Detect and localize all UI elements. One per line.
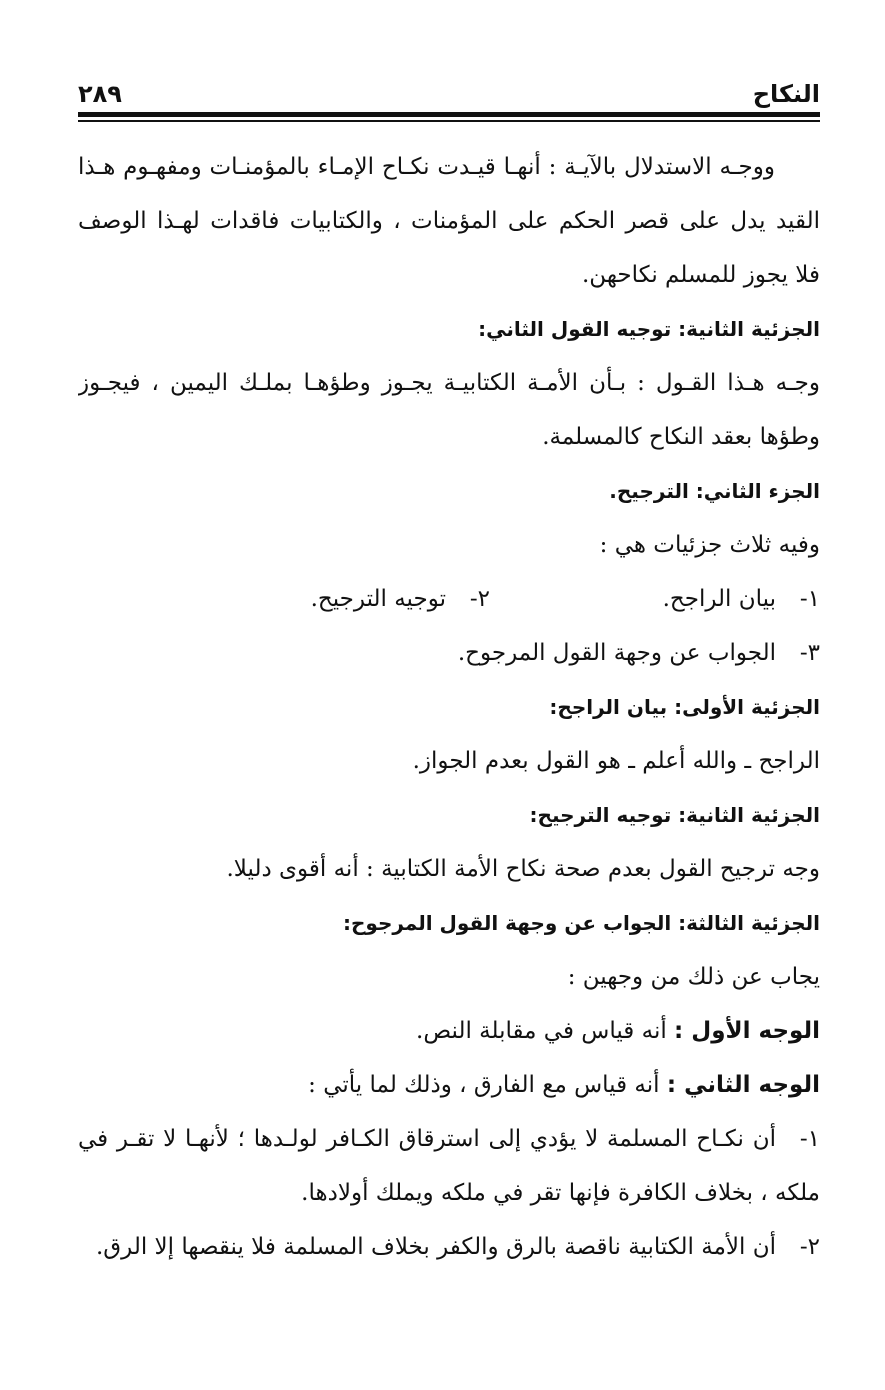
paragraph-line: وفيه ثلاث جزئيات هي : bbox=[599, 532, 820, 558]
section-heading: الجزئية الثانية: توجيه القول الثاني: bbox=[478, 317, 820, 341]
reason-line bbox=[78, 1220, 820, 1274]
list-number: ٢- bbox=[799, 1234, 820, 1260]
reason-line: ملكه ، بخلاف الكافرة فإنها تقر في ملكه ويملك أولادها. bbox=[301, 1180, 820, 1206]
paragraph-line: وطؤها بعقد النكاح كالمسلمة. bbox=[542, 424, 820, 450]
section-heading: الجزئية الثانية: توجيه الترجيح: bbox=[529, 803, 820, 827]
paragraph-line: الراجح ـ والله أعلم ـ هو القول بعدم الجواز. bbox=[412, 748, 820, 774]
page-body bbox=[78, 140, 820, 1274]
point-text: أنه قياس مع الفارق ، وذلك لما يأتي : bbox=[308, 1072, 660, 1098]
list-item bbox=[490, 572, 820, 626]
list-number: ٣- bbox=[799, 640, 820, 666]
list-item bbox=[78, 626, 820, 680]
page-number: ٢٨٩ bbox=[78, 80, 122, 108]
chapter-title: النكاح bbox=[752, 80, 820, 108]
list-text: توجيه الترجيح. bbox=[310, 586, 446, 612]
list-item bbox=[311, 572, 490, 626]
point-row bbox=[78, 1058, 820, 1112]
paragraph-line: يجاب عن ذلك من وجهين : bbox=[567, 964, 820, 990]
list-text: بيان الراجح. bbox=[662, 586, 776, 612]
paragraph-line: وجه ترجيح القول بعدم صحة نكاح الأمة الكتابية : أنه أقوى دليلا. bbox=[226, 856, 820, 882]
list-number: ١- bbox=[799, 1126, 820, 1152]
list-number: ٢- bbox=[469, 586, 490, 612]
paragraph-line: ووجـه الاستدلال بالآيـة : أنهـا قيـدت نكـاح الإمـاء بالمؤمنـات ومفهـوم هـذا bbox=[78, 154, 775, 180]
section-heading: الجزء الثاني: الترجيح. bbox=[609, 479, 820, 503]
header-rule-thick bbox=[78, 112, 820, 117]
header-rule-thin bbox=[78, 120, 820, 122]
paragraph-line: فلا يجوز للمسلم نكاحهن. bbox=[582, 262, 820, 288]
point-row bbox=[78, 1004, 820, 1058]
point-label: الوجه الثاني : bbox=[666, 1072, 820, 1098]
reason-text: أن الأمة الكتابية ناقصة بالرق والكفر بخلاف المسلمة فلا ينقصها إلا الرق. bbox=[95, 1234, 776, 1260]
list-text: الجواب عن وجهة القول المرجوح. bbox=[457, 640, 776, 666]
reason-line bbox=[78, 1112, 820, 1166]
section-heading: الجزئية الثالثة: الجواب عن وجهة القول المرجوح: bbox=[343, 911, 820, 935]
point-text: أنه قياس في مقابلة النص. bbox=[416, 1018, 667, 1044]
section-heading: الجزئية الأولى: بيان الراجح: bbox=[549, 695, 820, 719]
list-number: ١- bbox=[799, 586, 820, 612]
paragraph-line: القيد يدل على قصر الحكم على المؤمنات ، والكتابيات فاقدات لهـذا الوصف bbox=[78, 208, 820, 234]
reason-text: أن نكـاح المسلمة لا يؤدي إلى استرقاق الكـافر لولـدها ؛ لأنهـا لا تقـر في bbox=[78, 1126, 776, 1152]
point-label: الوجه الأول : bbox=[674, 1018, 820, 1044]
paragraph-line: وجـه هـذا القـول : بـأن الأمـة الكتابيـة يجـوز وطؤهـا بملـك اليمين ، فيجـوز bbox=[78, 370, 820, 396]
list-row bbox=[78, 572, 820, 626]
running-header bbox=[78, 68, 820, 108]
